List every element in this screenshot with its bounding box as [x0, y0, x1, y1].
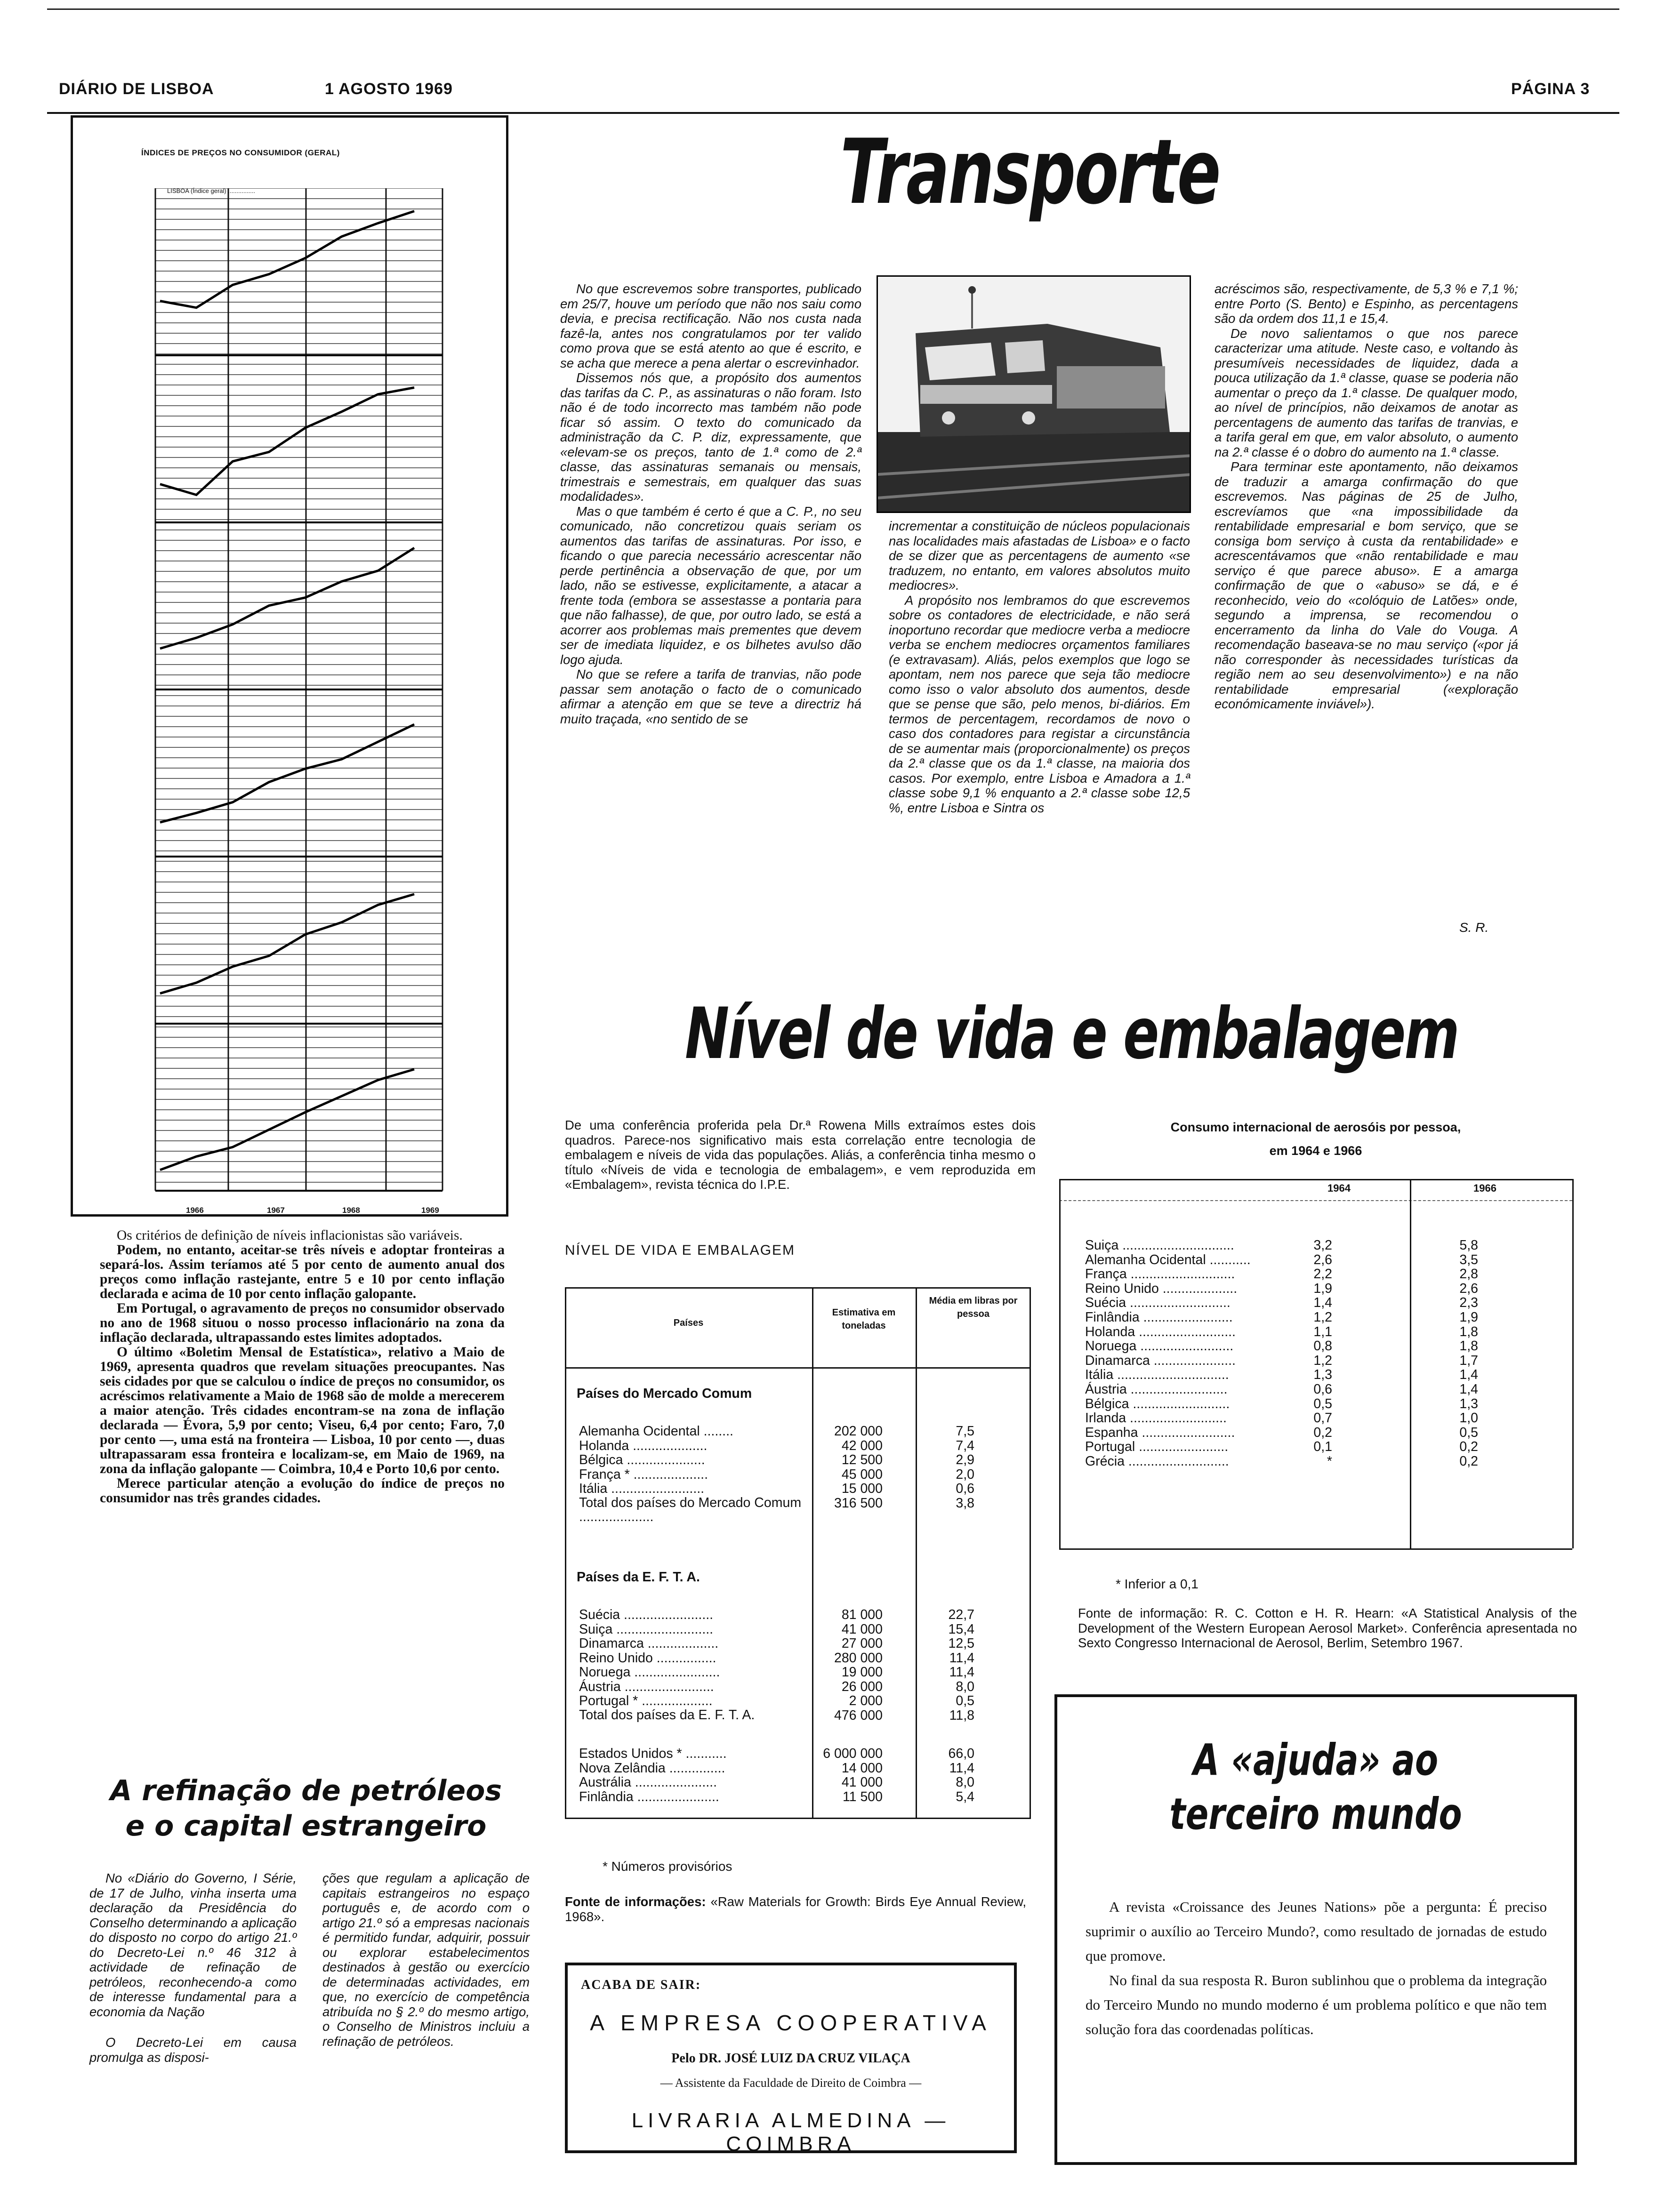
- table-cell-tonnes: 42 000: [841, 1438, 883, 1453]
- ad-author: Pelo DR. JOSÉ LUIZ DA CRUZ VILAÇA: [671, 2051, 910, 2066]
- table-cell-1964: 0,2: [1313, 1425, 1332, 1440]
- table-row-label: França ............................: [1085, 1266, 1235, 1282]
- table-row-label: Noruega .......................: [579, 1665, 720, 1680]
- source-text: «Raw Materials for Growth: Birds Eye Annual Review, 1968».: [565, 1894, 1026, 1924]
- table-cell-average: 66,0: [948, 1746, 974, 1761]
- paragraph: No que se refere a tarifa de tranvias, não pode passar sem anotação o facto de o comunicado afirmar a atenção em que se teve a directriz há muito traçada, «no sentido de se: [560, 667, 861, 726]
- paragraph: O último «Boletim Mensal de Estatística», relativo a Maio de 1969, apresenta quadros que revelam situações preocupantes. Nas seis cidades por que se calculou o índice de preços no consumidor, os acréscimos relativamente a Maio de 1968 são de molde a merecerem a maior atenção. Três cidades encontram-se na zona de inflação declarada — Évora, 5,9 por cento; Viseu, 6,4 por cento; Faro, 7,0 por cento —, uma está na fronteira — Lisboa, 10 por cento —, duas ultrapassaram essa fronteira e localizam-se, em Maio de 1969, na zona da inflação galopante — Coimbra, 10,4 e Porto 10,6 por cento.: [100, 1345, 505, 1476]
- ad-author-role: — Assistente da Faculdade de Direito de Coimbra —: [660, 2076, 922, 2090]
- ajuda-headline-2: terceiro mundo: [1169, 1789, 1462, 1839]
- table-cell-average: 8,0: [956, 1775, 974, 1790]
- table-cell-tonnes: 41 000: [841, 1775, 883, 1790]
- table-cell-average: 2,9: [956, 1452, 974, 1467]
- table-cell-tonnes: 316 500: [834, 1495, 883, 1511]
- column-rule: [916, 1287, 917, 1819]
- table-row-label: Finlândia ......................: [579, 1789, 719, 1804]
- table-cell-average: 15,4: [948, 1621, 974, 1637]
- table-row-label: Grécia ...........................: [1085, 1454, 1229, 1469]
- table-row-label: Portugal ........................: [1085, 1439, 1229, 1455]
- table-cell-average: 22,7: [948, 1607, 974, 1622]
- chart-title: ÍNDICES DE PREÇOS NO CONSUMIDOR (GERAL): [141, 148, 340, 157]
- table-cell-1966: 2,6: [1459, 1281, 1478, 1296]
- table-cell-1966: 2,3: [1459, 1295, 1478, 1311]
- paragraph: No «Diário do Governo, I Série, de 17 de Julho, vinha inserta uma declaração da Presidência do Conselho determinando a aplicação do disposto no corpo do artigo 21.º do Decreto-Lei n.º 46 312 à actividade de refinação de petróleos, reconhecendo-a como de interesse fundamental para a economia da Nação: [89, 1871, 297, 2019]
- table-row-label: Finlândia ........................: [1085, 1310, 1233, 1325]
- paragraph: acréscimos são, respectivamente, de 5,3 % e 7,1 %; entre Porto (S. Bento) e Espinho, as percentagens são da ordem dos 11,1 e 15,4.: [1215, 281, 1518, 326]
- paragraph: Os critérios de definição de níveis inflacionistas são variáveis.: [117, 1228, 463, 1243]
- table-row-label: Dinamarca ...................: [579, 1636, 719, 1651]
- refinacao-col-1: [89, 1871, 297, 2065]
- table-cell-average: 11,4: [949, 1665, 974, 1680]
- aerosol-header-rule: [1059, 1200, 1572, 1201]
- year-label: 1966: [186, 1206, 204, 1215]
- transporte-headline: Transporte: [840, 120, 1220, 224]
- table-row-label: Irlanda ..........................: [1085, 1411, 1227, 1426]
- table-cell-1964: 1,1: [1313, 1324, 1332, 1339]
- table-cell-1966: 0,5: [1459, 1425, 1478, 1440]
- chart-legend: LISBOA (Índice geral) ................: [167, 187, 256, 194]
- table-cell-tonnes: 2 000: [849, 1693, 883, 1708]
- table-cell-1966: 1,3: [1459, 1396, 1478, 1411]
- table-row-label: Áustria ..........................: [1085, 1382, 1228, 1397]
- table-cell-average: 3,8: [956, 1495, 974, 1511]
- paragraph: A propósito nos lembramos do que escrevemos sobre os contadores de electricidade, e não será inoportuno recordar que mediocre verba a mediocre verba se enchem mediocres orçamentos familiares (e extravasam). Aliás, pelos exemplos que logo se apontam, nem nos parece que seja tão mediocre como isso o valor absoluto dos aumentos, desde que se pense que são, pelo menos, bi-diários. Em termos de percentagem, recordamos de novo o caso dos contadores para registar a circunstância de se aumentar mais (proporcionalmente) os preços da 2.ª classe que os da 1.ª classe, na maioria dos casos. Por exemplo, entre Lisboa e Amadora a 1.ª classe sobe 9,1 % enquanto a 2.ª classe sobe 12,5 %, entre Lisboa e Sintra os: [889, 593, 1190, 815]
- table-cell-average: 11,4: [949, 1760, 974, 1776]
- signature: S. R.: [1459, 920, 1489, 935]
- table-cell-tonnes: 45 000: [841, 1467, 883, 1482]
- year-header: 1966: [1473, 1182, 1496, 1194]
- column-rule: [1572, 1179, 1574, 1548]
- table-row-label: Itália .........................: [579, 1481, 705, 1496]
- table-cell-average: 7,5: [956, 1424, 974, 1439]
- table-row-label: Alemanha Ocidental ........: [579, 1424, 733, 1439]
- ad-title: A EMPRESA COOPERATIVA: [590, 2011, 992, 2035]
- table-cell-tonnes: 12 500: [841, 1452, 883, 1467]
- transporte-col-3: [1215, 281, 1518, 712]
- table-row-label: Áustria ........................: [579, 1679, 714, 1694]
- column-rule: [1059, 1179, 1061, 1548]
- table-row-label: Portugal * ...................: [579, 1693, 713, 1708]
- table-row-label: Bélgica .....................: [579, 1452, 705, 1467]
- table-cell-tonnes: 19 000: [841, 1665, 883, 1680]
- price-index-chart: [151, 188, 452, 1200]
- table-cell-1964: 3,2: [1313, 1238, 1332, 1253]
- table-row-label: Dinamarca ......................: [1085, 1353, 1236, 1368]
- table-section-title: Países da E. F. T. A.: [577, 1570, 700, 1585]
- table-cell-1964: 0,5: [1313, 1396, 1332, 1411]
- aerosol-title-2: em 1964 e 1966: [1269, 1144, 1362, 1158]
- table-section-title: Países do Mercado Comum: [577, 1386, 752, 1401]
- table-row-label: Estados Unidos * ...........: [579, 1746, 727, 1761]
- table-cell-average: 11,4: [949, 1650, 974, 1666]
- table-cell-1964: *: [1327, 1454, 1332, 1469]
- table-cell-1964: 1,4: [1313, 1295, 1332, 1311]
- refinacao-headline-2: e o capital estrangeiro: [125, 1810, 487, 1843]
- issue-date: 1 AGOSTO 1969: [325, 80, 453, 98]
- table-cell-tonnes: 27 000: [841, 1636, 883, 1651]
- paragraph: ções que regulam a aplicação de capitais estrangeiros no espaço português e, de acordo com o artigo 21.º só a empresas nacionais é permitido fundar, adquirir, possuir ou explorar estabelecimentos destinados à gestão ou exercício de determinadas actividades, em que, no exercício de competência atribuída no § 2.º do mesmo artigo, o Conselho de Ministros incluiu a refinação de petróleos.: [322, 1871, 530, 2049]
- table-cell-1964: 0,8: [1313, 1338, 1332, 1354]
- table-cell-1966: 0,2: [1459, 1454, 1478, 1469]
- table-cell-average: 7,4: [956, 1438, 974, 1453]
- page-number: PÁGINA 3: [1511, 80, 1590, 98]
- table-cell-tonnes: 14 000: [841, 1760, 883, 1776]
- table-cell-tonnes: 202 000: [834, 1424, 883, 1439]
- table-cell-1964: 0,7: [1313, 1411, 1332, 1426]
- year-label: 1967: [267, 1206, 285, 1215]
- refinacao-col-2: [322, 1871, 530, 2049]
- table-row-label: Reino Unido ................: [579, 1650, 716, 1666]
- table-row-label: Holanda ....................: [579, 1438, 708, 1453]
- paragraph: Mas o que também é certo é que a C. P., no seu comunicado, não concretizou quais seriam os aumentos das tarifas de assinaturas. Por isso, e ficando o que parecia necessário acrescentar não perde pertinência a observação de que, por um lado, não se estivesse, explicitamente, a atacar a frente toda (embora se assestasse a pontaria para que não falhasse), de que, por outro lado, se está a acorrer aos problemas mais prementes que devem ser de imediata liquidez, e os bilhetes avulso dão logo ajuda.: [560, 504, 861, 667]
- nivel-headline: Nível de vida e embalagem: [685, 993, 1458, 1075]
- aerosol-source: Fonte de informação: R. C. Cotton e H. R. Hearn: «A Statistical Analysis of the Development of the Western European Aerosol Market». Conferência apresentada no Sexto Congresso Internacional de Aerosol, Berlim, Setembro 1967.: [1078, 1606, 1577, 1650]
- table-row-label: Itália ..............................: [1085, 1367, 1229, 1383]
- table-cell-tonnes: 41 000: [841, 1621, 883, 1637]
- ad-kicker: ACABA DE SAIR:: [581, 1978, 701, 1992]
- table-cell-tonnes: 15 000: [841, 1481, 883, 1496]
- masthead-rule: [47, 112, 1619, 114]
- table-row-label: Total dos países da E. F. T. A.: [579, 1707, 755, 1722]
- paragraph: incrementar a constituição de núcleos populacionais nas localidades mais afastadas de Lisboa» e o facto de se dizer que as percentagens de aumento «se traduzem, no entanto, em valores absolutos muito mediocres».: [889, 519, 1190, 593]
- paragraph: De novo salientamos o que nos parece caracterizar uma atitude. Neste caso, e voltando às presumíveis necessidades de liquidez, dada a pouca utilização da 1.ª classe, quase se poderia não aumentar o preço da 1.ª classe. De qualquer modo, ao nível de princípios, não deixamos de anotar as percentagens de aumento das tarifas de tranvias, e a tarifa geral em que, em valor absoluto, o aumento na 2.ª classe é o dobro do aumento na 1.ª classe.: [1215, 326, 1518, 459]
- transporte-col-1: [560, 281, 861, 726]
- table-row-label: Suécia ........................: [579, 1607, 714, 1622]
- header-average: Média em libras por pessoa: [929, 1296, 1018, 1319]
- aerosol-footnote: * Inferior a 0,1: [1116, 1577, 1199, 1591]
- table-cell-1964: 1,2: [1313, 1310, 1332, 1325]
- header-countries: Países: [673, 1318, 704, 1328]
- table-cell-1964: 0,1: [1313, 1439, 1332, 1455]
- year-header: 1964: [1327, 1182, 1351, 1194]
- series-line: [160, 211, 414, 308]
- paragraph: No que escrevemos sobre transportes, publicado em 25/7, houve um período que não nos saiu como devia, e precisa rectificação. Não nos custa nada fazê-la, antes nos congratulamos por ter valido como prova que se está atento ao que é escrito, e se acha que merece a pena alertar o escrevinhador.: [560, 281, 861, 370]
- ajuda-body: [1086, 1895, 1547, 2042]
- table-cell-1966: 1,8: [1459, 1324, 1478, 1339]
- table-cell-1964: 1,9: [1313, 1281, 1332, 1296]
- header-tonnes: Estimativa em toneladas: [832, 1307, 896, 1331]
- table-row-label: Suiça ..........................: [579, 1621, 714, 1637]
- year-label: 1969: [421, 1206, 439, 1215]
- packaging-source: [565, 1894, 1026, 1924]
- year-label: 1968: [342, 1206, 360, 1215]
- table-cell-1964: 2,2: [1313, 1266, 1332, 1282]
- paragraph: Para terminar este apontamento, não deixamos de traduzir a amarga confirmação do que escrevemos. Nas páginas de 25 de Julho, escrevíamos que «na impossibilidade da rentabilidade empresarial e bom serviço, que se consiga bom serviço à custa da rentabilidade» e acrescentávamos que «não rentabilidade e mau serviço é que parece abuso». E a amarga confirmação de que o «abuso» se dá, e é reconhecido, veio do «colóquio de Latões» onde, segundo a imprensa, se recomendou o encerramento da linha do Vale do Vouga. A recomendação baseava-se no mau serviço («por já não corresponder às necessidades turísticas da região nem ao seu desenvolvimento») e na não rentabilidade empresarial («exploração económicamente inviável»).: [1215, 459, 1518, 711]
- table-row-label: França * ....................: [579, 1467, 708, 1482]
- table-cell-tonnes: 11 500: [842, 1789, 883, 1804]
- table-cell-1966: 1,0: [1459, 1411, 1478, 1426]
- column-rule: [1410, 1179, 1411, 1548]
- inflation-article: [100, 1228, 505, 1506]
- train-photo: [877, 275, 1191, 513]
- table-cell-average: 5,4: [956, 1789, 974, 1804]
- table-row-label: Total dos países do Mercado Comum ....................: [579, 1495, 802, 1524]
- paragraph: O Decreto-Lei em causa promulga as disposi-: [89, 2035, 297, 2065]
- table-row-label: Alemanha Ocidental ...........: [1085, 1252, 1251, 1267]
- source-label: Fonte de informações:: [565, 1894, 706, 1909]
- table-row-label: Noruega .........................: [1085, 1338, 1234, 1354]
- transporte-col-2: [889, 519, 1190, 815]
- paper-name: DIÁRIO DE LISBOA: [59, 80, 214, 98]
- nivel-intro: De uma conferência proferida pela Dr.ª Rowena Mills extraímos estes dois quadros. Parece-nos significativo mais esta correlação entre tecnologia de embalagem e níveis de vida das populações. Aliás, a conferência tinha mesmo o título «Níveis de vida e tecnologia de embalagem», e vem reproduzida em «Embalagem», revista técnica do I.P.E.: [565, 1118, 1036, 1192]
- table-row-label: Austrália ......................: [579, 1775, 717, 1790]
- paragraph: Merece particular atenção a evolução do índice de preços no consumidor nas três grandes cidades.: [100, 1476, 505, 1506]
- paragraph: Podem, no entanto, aceitar-se três níveis e adoptar fronteiras a separá-los. Assim teríamos até 5 por cento de aumento anual dos preços como inflação rastejante, entre 5 e 10 por cento inflação declarada e acima de 10 por cento inflação galopante.: [100, 1242, 505, 1301]
- table-cell-tonnes: 81 000: [841, 1607, 883, 1622]
- table-cell-tonnes: 476 000: [834, 1707, 883, 1723]
- table-cell-average: 2,0: [956, 1467, 974, 1482]
- table-cell-1966: 2,8: [1459, 1266, 1478, 1282]
- table-cell-1966: 1,4: [1459, 1367, 1478, 1383]
- table-row-label: Suécia ...........................: [1085, 1295, 1231, 1311]
- table-cell-1966: 1,9: [1459, 1310, 1478, 1325]
- table-cell-average: 0,6: [956, 1481, 974, 1496]
- table-header-rule: [565, 1367, 1031, 1369]
- packaging-table-title: NÍVEL DE VIDA E EMBALAGEM: [565, 1242, 796, 1258]
- refinacao-headline-1: A refinação de petróleos: [110, 1774, 502, 1807]
- paragraph: No final da sua resposta R. Buron sublinhou que o problema da integração do Terceiro Mundo no mundo moderno é um problema político e que não tem solução fora das coordenadas políticas.: [1086, 1972, 1547, 2037]
- table-cell-tonnes: 280 000: [834, 1650, 883, 1666]
- table-cell-average: 12,5: [948, 1636, 974, 1651]
- series-line: [160, 388, 414, 495]
- ajuda-box: [1054, 1694, 1577, 2165]
- table-cell-1966: 1,4: [1459, 1382, 1478, 1397]
- table-cell-1964: 1,2: [1313, 1353, 1332, 1368]
- aerosol-title-1: Consumo internacional de aerosóis por pessoa,: [1170, 1120, 1461, 1134]
- table-cell-tonnes: 6 000 000: [823, 1746, 883, 1761]
- table-cell-tonnes: 26 000: [841, 1679, 883, 1694]
- table-row-label: Espanha .........................: [1085, 1425, 1235, 1440]
- packaging-footnote: * Números provisórios: [603, 1859, 732, 1874]
- table-cell-1966: 5,8: [1459, 1238, 1478, 1253]
- ajuda-headline-1: A «ajuda» ao: [1193, 1735, 1439, 1785]
- aerosol-bottom-rule: [1059, 1548, 1572, 1550]
- table-cell-1964: 0,6: [1313, 1382, 1332, 1397]
- series-line: [160, 1069, 414, 1170]
- aerosol-top-rule: [1059, 1179, 1572, 1180]
- book-advertisement: [565, 1963, 1017, 2156]
- paragraph: Em Portugal, o agravamento de preços no consumidor observado no ano de 1968 situou o nosso processo inflacionário na zona da inflação declarada, ultrapassando estes limites adoptados.: [100, 1301, 505, 1345]
- table-row-label: Suiça ..............................: [1085, 1238, 1234, 1253]
- table-row-label: Bélgica ..........................: [1085, 1396, 1230, 1411]
- table-cell-average: 0,5: [956, 1693, 974, 1708]
- table-cell-average: 11,8: [949, 1707, 974, 1723]
- paragraph: A revista «Croissance des Jeunes Nations» põe a pergunta: É preciso suprimir o auxílio ao Terceiro Mundo?, como resultado de jornadas de estudo que promove.: [1086, 1899, 1547, 1964]
- table-cell-1966: 1,7: [1459, 1353, 1478, 1368]
- table-row-label: Nova Zelândia ...............: [579, 1760, 725, 1776]
- series-line: [160, 724, 414, 822]
- column-rule: [812, 1287, 813, 1819]
- table-cell-average: 8,0: [956, 1679, 974, 1694]
- table-row-label: Reino Unido ....................: [1085, 1281, 1238, 1296]
- table-cell-1966: 3,5: [1459, 1252, 1478, 1267]
- table-cell-1966: 0,2: [1459, 1439, 1478, 1455]
- ad-publisher: LIVRARIA ALMEDINA — COIMBRA: [631, 2109, 950, 2156]
- table-row-label: Holanda ..........................: [1085, 1324, 1236, 1339]
- table-cell-1964: 1,3: [1313, 1367, 1332, 1383]
- table-cell-1966: 1,8: [1459, 1338, 1478, 1354]
- table-cell-1964: 2,6: [1313, 1252, 1332, 1267]
- paragraph: Dissemos nós que, a propósito dos aumentos das tarifas da C. P., as assinaturas o não foram. Isto não é de todo incorrecto mas também não pode ficar só assim. O texto do comunicado da administração da C. P. diz, expressamente, que «elevam-se os preços, tanto de 1.ª como de 2.ª classe, das assinaturas semanais ou mensais, trimestrais e semestrais, em qualquer das suas modalidades».: [560, 370, 861, 504]
- top-rule: [47, 8, 1619, 10]
